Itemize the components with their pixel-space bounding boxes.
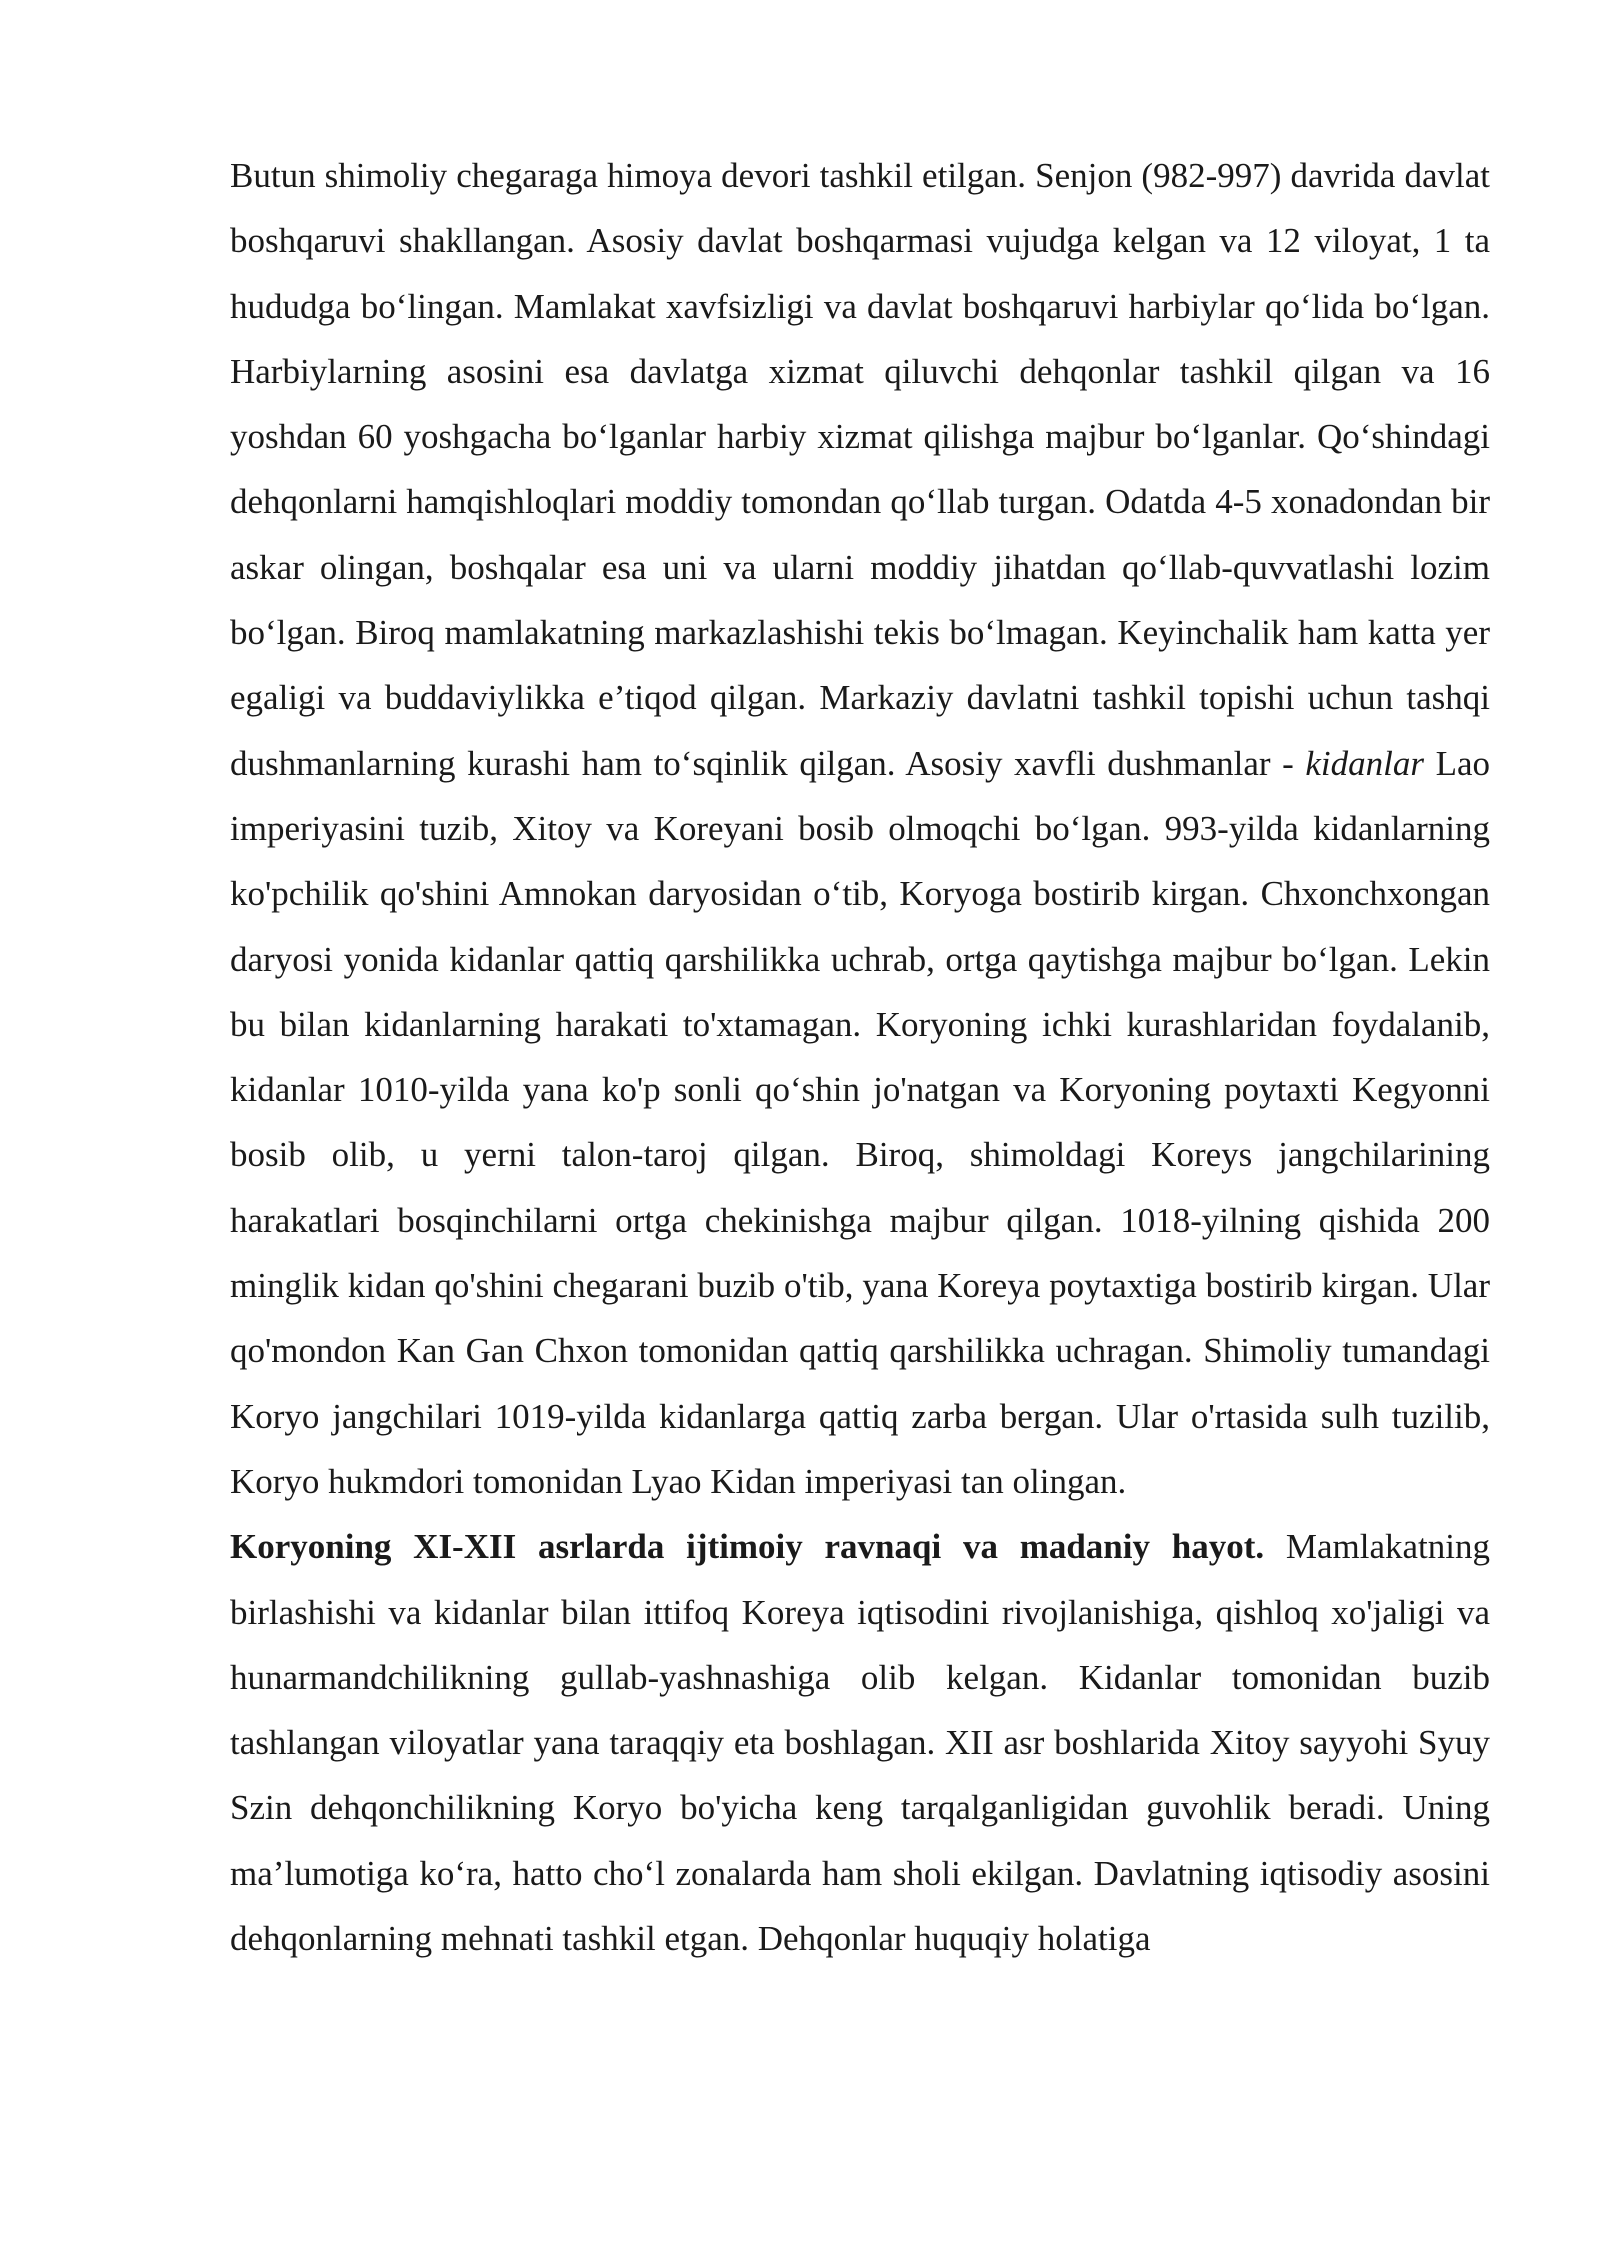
paragraph-kidan-wars — [230, 143, 1490, 1514]
document-page — [230, 143, 1490, 1971]
paragraph-social-development — [230, 1514, 1490, 1971]
paragraph-text-part2: Lao imperiyasini tuzib, Xitoy va Koreyani bosib olmoqchi boʻlgan. 993-yilda kidanlarning ko'pchilik qo'shini Amnokan daryosidan oʻtib, Koryoga bostirib kirgan. Chxonchxongan daryosi yonida kidanlar qattiq qarshilikka uchrab, ortga qaytishga majbur boʻlgan. Lekin bu bilan kidanlarning harakati to'xtamagan. Koryoning ichki kurashlaridan foydalanib, kidanlar 1010-yilda yana ko'p sonli qoʻshin jo'natgan va Koryoning poytaxti Kegyonni bosib olib, u yerni talon-taroj qilgan. Biroq, shimoldagi Koreys jangchilarining harakatlari bosqinchilarni ortga chekinishga majbur qilgan. 1018-yilning qishida 200 minglik kidan qo'shini chegarani buzib o'tib, yana Koreya poytaxtiga bostirib kirgan. Ular qo'mondon Kan Gan Chxon tomonidan qattiq qarshilikka uchragan. Shimoliy tumandagi Koryo jangchilari 1019-yilda kidanlarga qattiq zarba bergan. Ular o'rtasida sulh tuzilib, Koryo hukmdori tomonidan Lyao Kidan imperiyasi tan olingan. — [230, 743, 1490, 1501]
paragraph-text: Mamlakatning birlashishi va kidanlar bilan ittifoq Koreya iqtisodini rivojlanishiga, qishloq xo'jaligi va hunarmandchilikning gullab-yashnashiga olib kelgan. Kidanlar tomonidan buzib tashlangan viloyatlar yana taraqqiy eta boshlagan. XII asr boshlarida Xitoy sayyohi Syuy Szin dehqonchilikning Koryo bo'yicha keng tarqalganligidan guvohlik beradi. Uning ma’lumotiga koʻra, hatto choʻl zonalarda ham sholi ekilgan. Davlatning iqtisodiy asosini dehqonlarning mehnati tashkil etgan. Dehqonlar huquqiy holatiga — [230, 1527, 1490, 1959]
italic-term-kidanlar: kidanlar — [1305, 743, 1424, 783]
paragraph-text-part1: Butun shimoliy chegaraga himoya devori tashkil etilgan. Senjon (982-997) davrida davlat boshqaruvi shakllangan. Asosiy davlat boshqarmasi vujudga kelgan va 12 viloyat, 1 ta hududga boʻlingan. Mamlakat xavfsizligi va davlat boshqaruvi harbiylar qoʻlida boʻlgan. Harbiylarning asosini esa davlatga xizmat qiluvchi dehqonlar tashkil qilgan va 16 yoshdan 60 yoshgacha boʻlganlar harbiy xizmat qilishga majbur boʻlganlar. Qoʻshindagi dehqonlarni hamqishloqlari moddiy tomondan qoʻllab turgan. Odatda 4-5 xonadondan bir askar olingan, boshqalar esa uni va ularni moddiy jihatdan qoʻllab-quvvatlashi lozim boʻlgan. Biroq mamlakatning markazlashishi tekis boʻlmagan. Keyinchalik ham katta yer egaligi va buddaviylikka e’tiqod qilgan. Markaziy davlatni tashkil topishi uchun tashqi dushmanlarning kurashi ham toʻsqinlik qilgan. Asosiy xavfli dushmanlar - — [230, 156, 1490, 783]
section-heading: Koryoning XI-XII asrlarda ijtimoiy ravnaqi va madaniy hayot. — [230, 1527, 1265, 1567]
